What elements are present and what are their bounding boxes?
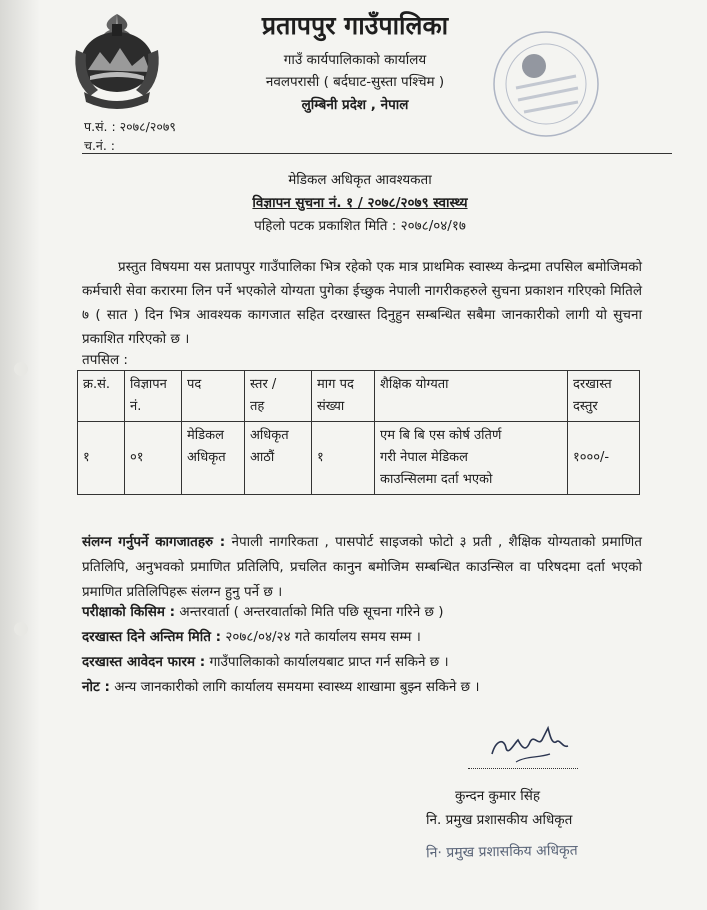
office-address: नवलपरासी ( बर्दघाट-सुस्ता पश्चिम ) xyxy=(265,74,445,90)
col-adv-label: विज्ञापन xyxy=(130,377,167,392)
col-post xyxy=(182,371,245,422)
col-adv-label-2: नं. xyxy=(130,399,142,414)
cell-level xyxy=(245,422,312,495)
signature-line xyxy=(468,768,578,769)
cell-qual-line-3: काउन्सिलमा दर्ता भएको xyxy=(380,472,493,487)
notice-body: प्रस्तुत विषयमा यस प्रतापपुर गाउँपालिका भित्र रहेको एक मात्र प्राथमिक स्वास्थ्य केन्द्रमा तपसिल बमोजिमको कर्मचारी सेवा करारमा लिन पर्ने भएकोले योग्यता पुगेका ईच्छुक नेपाली नागरीकहरुले सुचना प्रकाशन गरिएको मितिले ७ ( सात ) दिन भित्र आवश्यक कागजात सहित दरखास्त दिनुहुन सम्बन्धित सबैमा जानकारीको लागी यो सुचना प्रकाशित गरिएको छ । xyxy=(82,259,642,347)
exam-type xyxy=(82,602,642,620)
cell-fee: १०००/- xyxy=(568,422,640,495)
note-text: अन्य जानकारीको लागि कार्यालय समयमा स्वास्थ्य शाखामा बुझ्न सकिने छ । xyxy=(114,679,480,695)
cell-qualification xyxy=(375,422,568,495)
signatory-post: नि. प्रमुख प्रशासकीय अधिकृत xyxy=(426,812,573,828)
tapsil-label: तपसिल : xyxy=(82,352,128,368)
cell-qual-line-2: गरी नेपाल मेडिकल xyxy=(380,450,468,465)
punch-hole xyxy=(14,362,28,376)
col-count xyxy=(312,371,375,422)
deadline xyxy=(82,627,642,645)
table-row xyxy=(78,422,640,495)
nepal-emblem-icon xyxy=(68,10,166,110)
col-count-label: माग पद xyxy=(317,377,354,392)
scan-shadow xyxy=(0,0,40,910)
col-level xyxy=(245,371,312,422)
province-name: लुम्बिनी प्रदेश , नेपाल xyxy=(301,97,409,113)
col-level-label: स्तर / xyxy=(250,377,277,392)
col-count-label-2: संख्या xyxy=(317,399,345,414)
cell-post-line-2: अधिकृत xyxy=(187,450,226,465)
cell-level-line: अधिकृत xyxy=(250,428,289,443)
application-form-text: गाउँपालिकाको कार्यालयबाट प्राप्त गर्न सकिने छ । xyxy=(209,654,449,670)
cell-qual-line: एम बि बि एस कोर्ष उतिर्ण xyxy=(380,428,502,443)
handwritten-signature-icon xyxy=(486,718,576,766)
cell-count: १ xyxy=(312,422,375,495)
notice-heading: मेडिकल अधिकृत आवश्यकता xyxy=(288,172,432,188)
col-sn-label: क्र.सं. xyxy=(83,377,111,392)
notice-number: विज्ञापन सुचना नं. १ / २०७८/२०७९ स्वास्थ्य xyxy=(252,195,468,211)
note-label: नोट : xyxy=(82,679,110,695)
vacancy-table xyxy=(77,370,640,495)
first-published-date: पहिलो पटक प्रकाशित मिति : २०७८/०४/१७ xyxy=(254,218,466,234)
note xyxy=(82,677,642,695)
application-form-label: दरखास्त आवेदन फारम : xyxy=(82,654,206,670)
cell-sn: १ xyxy=(78,422,125,495)
col-fee-label: दरखास्त xyxy=(573,377,612,392)
col-post-label: पद xyxy=(187,377,202,392)
exam-type-label: परीक्षाको किसिम : xyxy=(82,604,176,620)
col-fee-label-2: दस्तुर xyxy=(573,399,598,414)
deadline-label: दरखास्त दिने अन्तिम मिति : xyxy=(82,629,222,645)
header-divider xyxy=(82,153,672,154)
dispatch-number: च.नं. : xyxy=(84,138,116,153)
deadline-text: २०७८/०४/२४ गते कार्यालय समय सम्म । xyxy=(225,629,421,645)
signatory-name: कुन्दन कुमार सिंह xyxy=(455,788,541,804)
col-fee xyxy=(568,371,640,422)
cell-adv: ०१ xyxy=(125,422,182,495)
punch-hole xyxy=(14,622,28,636)
col-sn xyxy=(78,371,125,422)
cell-level-line-2: आठौं xyxy=(250,450,275,465)
required-documents-text: नेपाली नागरिकता , पासपोर्ट साइजको फोटो ३ प्रती , शैक्षिक योग्यताको प्रमाणित प्रतिलिपि, अनुभवको प्रमाणित प्रतिलिपि, प्रचलित कानुन बमोजिम सम्बन्धित काउन्सिल वा परिषदमा दर्ता भएको प्रमाणित प्रतिलिपिहरू संलग्न हुनु पर्ने छ । xyxy=(82,534,643,600)
application-form xyxy=(82,652,642,670)
required-documents-label: संलग्न गर्नुपर्ने कागजातहरु : xyxy=(82,534,226,550)
table-header-row xyxy=(78,371,640,422)
municipality-title: प्रतापपुर गाउँपालिका xyxy=(261,11,449,40)
designation-stamp: नि· प्रमुख प्रशासकिय अधिकृत xyxy=(425,842,578,862)
col-qualification-label: शैक्षिक योग्यता xyxy=(380,377,449,392)
col-adv xyxy=(125,371,182,422)
cell-post-line: मेडिकल xyxy=(187,428,224,443)
col-qualification xyxy=(375,371,568,422)
office-name: गाउँ कार्यपालिकाको कार्यालय xyxy=(283,52,427,68)
col-level-label-2: तह xyxy=(250,399,265,414)
cell-post xyxy=(182,422,245,495)
required-documents xyxy=(82,530,642,605)
reference-number: प.सं. : २०७८/२०७९ xyxy=(84,119,176,134)
exam-type-text: अन्तरवार्ता ( अन्तरवार्ताको मिति पछि सूचना गरिने छ ) xyxy=(179,604,444,620)
